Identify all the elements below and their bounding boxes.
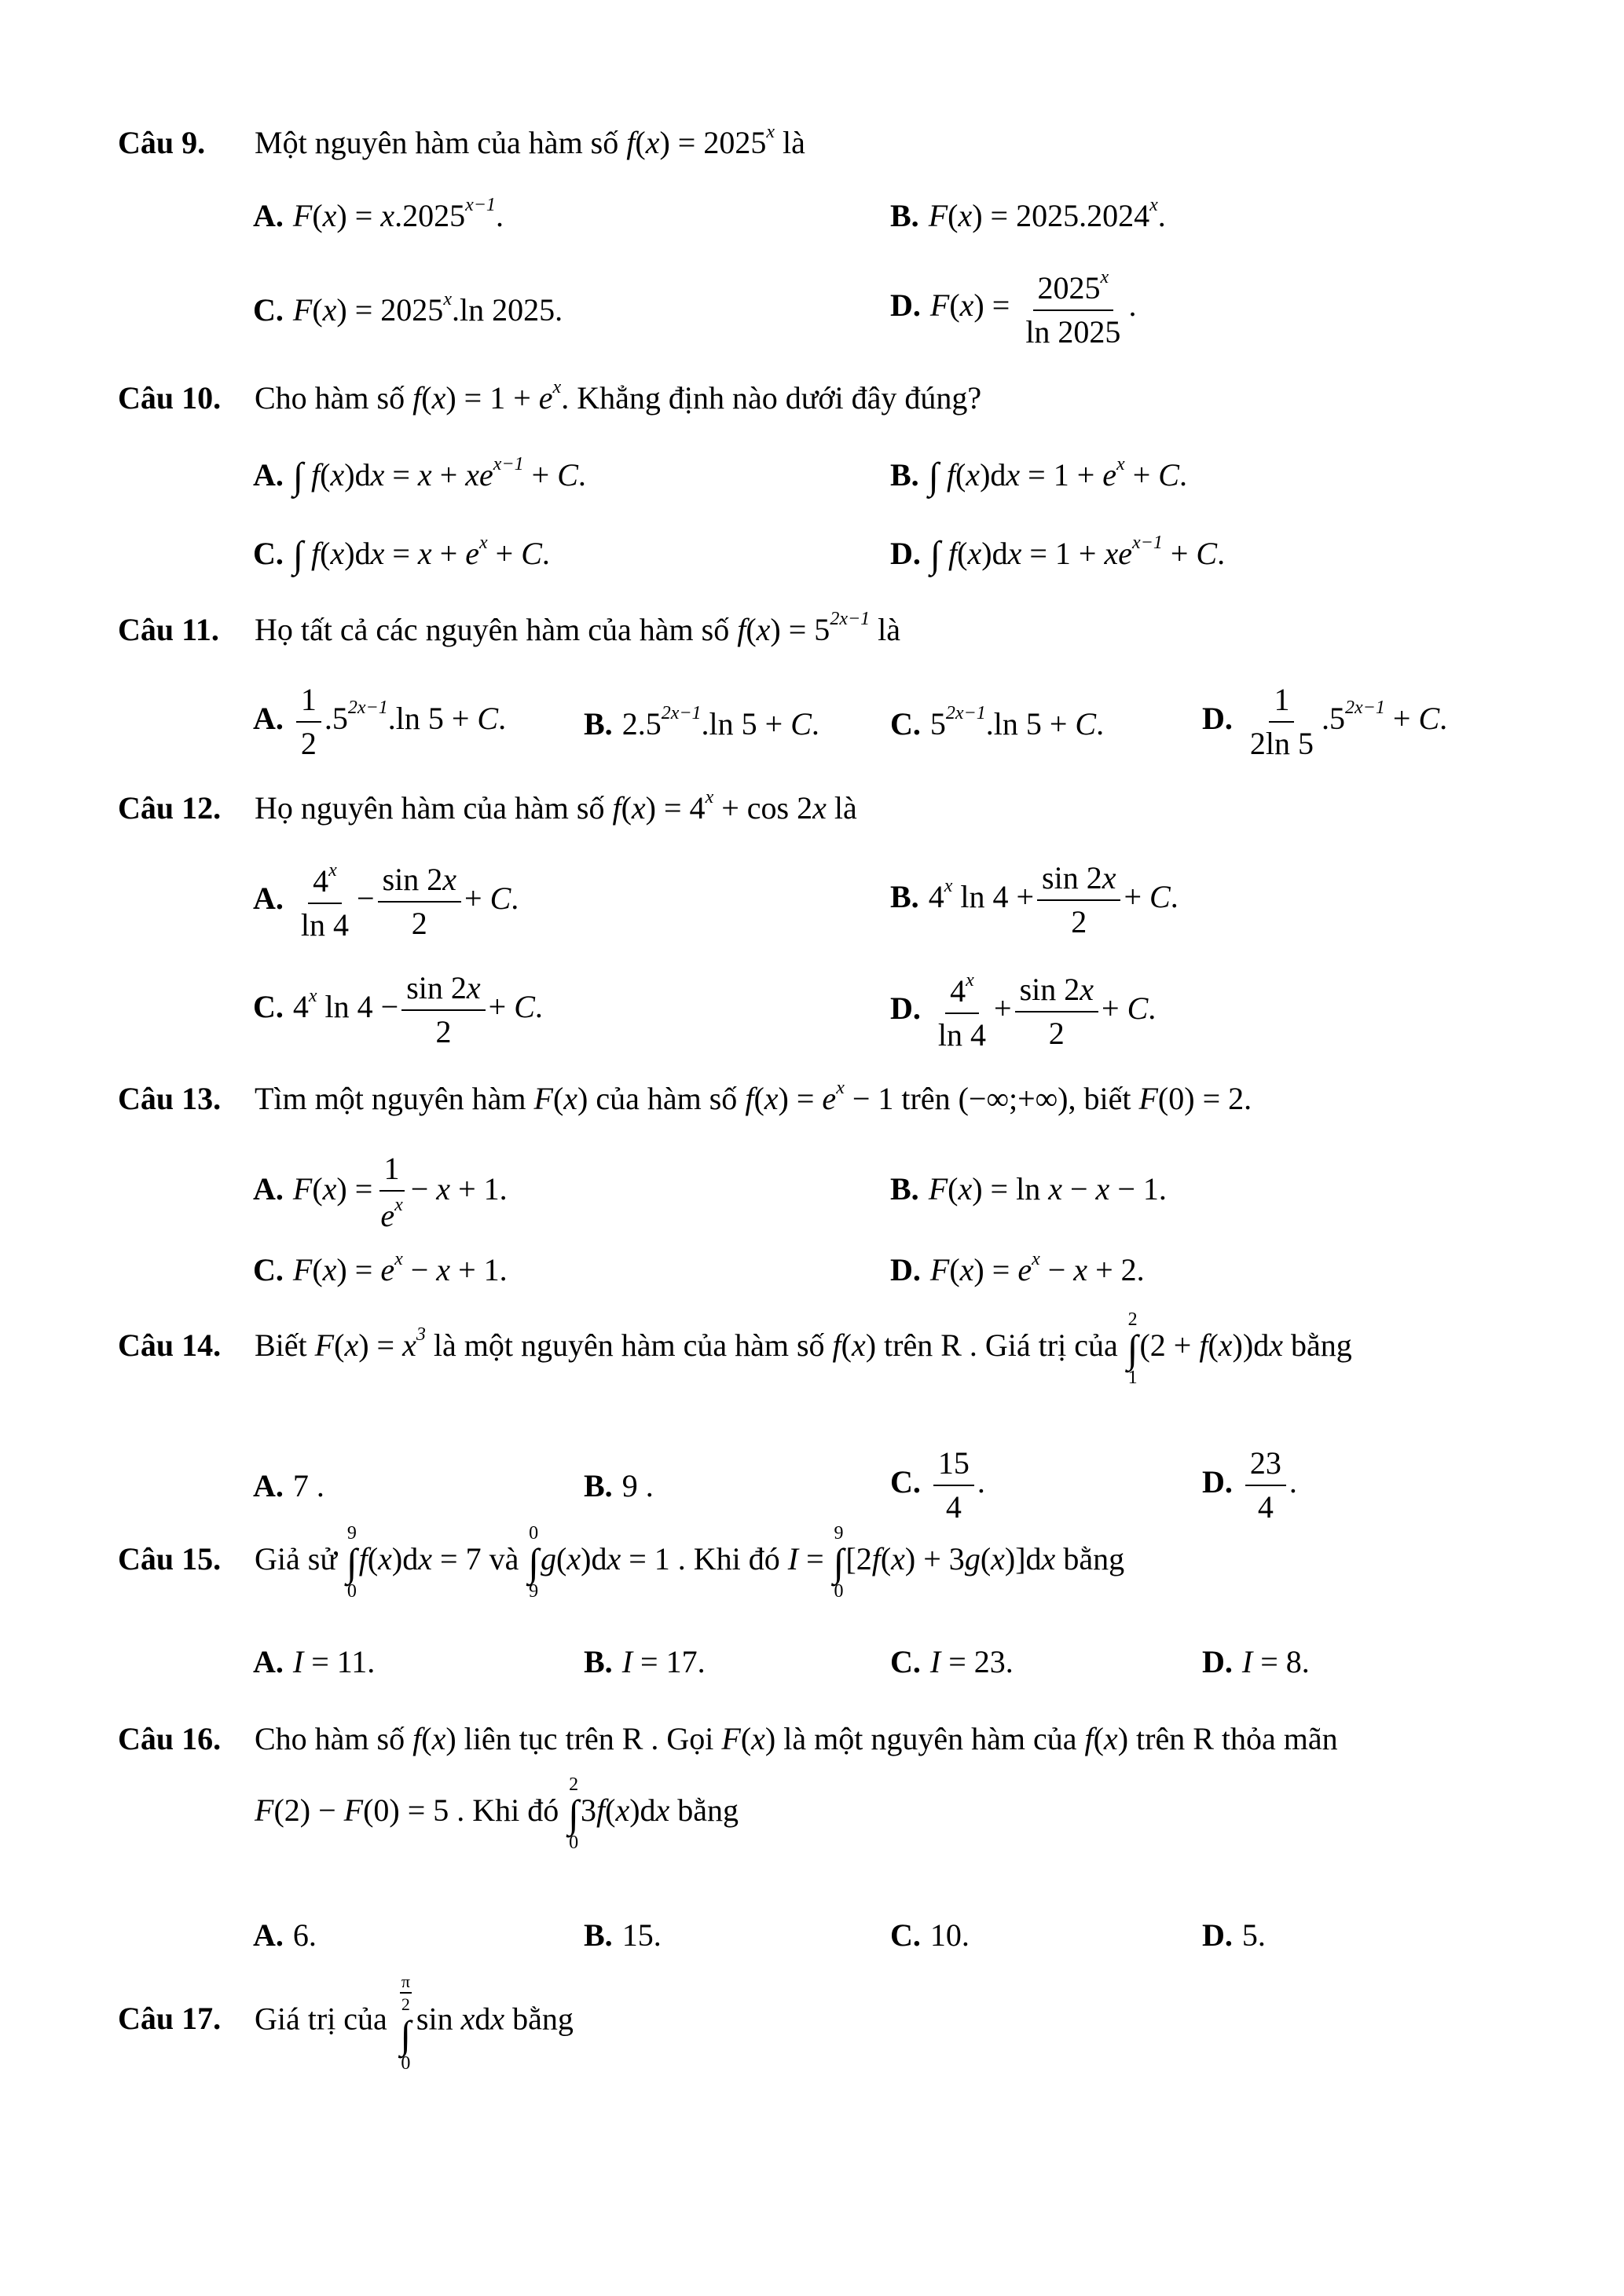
option-c[interactable]: C. $F(x) = e^x - x + 1$.	[253, 1249, 508, 1287]
option-d[interactable]: D. $\frac{1}{2\ln 5}$ $.5^{2x-1} + C$.	[1202, 682, 1448, 761]
option-c[interactable]: C. $F(x) = 2025^x.\ln$ 2025.	[253, 289, 563, 328]
option-d[interactable]: D. F(x) = $\frac{2025^x}{\ln 2025}$ .	[890, 267, 1137, 350]
question-17: Câu 17. Giá trị của $\frac{\pi}{2}$ ∫ 0 sin xdx bằng	[118, 1972, 574, 2074]
option-b[interactable]: B. $2.5^{2x-1}.\ln$ 5 + C.	[584, 703, 819, 742]
option-c[interactable]: C. ∫ $f(x)dx = x + e^x + C$.	[253, 533, 550, 576]
question-16: Câu 16. Cho hàm số f(x) liên tục trên R . Gọi F(x) là một nguyên hàm của f(x) trên R thỏa mãn	[118, 1721, 1338, 1756]
option-a[interactable]: A. ∫ $f(x)dx = x + xe^{x-1} + C$.	[253, 454, 586, 497]
option-c[interactable]: C. $\frac{15}{4}$ .	[890, 1445, 985, 1525]
option-c[interactable]: C. 10.	[890, 1917, 970, 1953]
option-d[interactable]: D. ∫ $f(x)dx = 1 + xe^{x-1} + C$.	[890, 533, 1226, 576]
option-d[interactable]: D. I = 8.	[1202, 1644, 1310, 1679]
option-c[interactable]: C. $5^{2x-1}.\ln$ 5 + C.	[890, 703, 1105, 742]
option-b[interactable]: B. 15.	[584, 1917, 662, 1953]
option-c[interactable]: C. 4$^x$ ln 4 − $\frac{\sin 2x}{2}$ + C.	[253, 970, 543, 1049]
option-a[interactable]: A. 6.	[253, 1917, 317, 1953]
question-12: Câu 12. Họ nguyên hàm của hàm số $f(x) = 4^x + \cos 2x$ là	[118, 787, 857, 826]
option-d[interactable]: D. $\frac{4^x}{\ln 4}$ + $\frac{\sin 2x}{2}$ + C.	[890, 970, 1157, 1053]
question-9	[118, 122, 1532, 161]
question-15: Câu 15. Giả sử 9 ∫ 0 f(x)dx = 7 và 0 ∫ 9 g(x)dx = 1 . Khi đó I = 9 ∫ 0 [2f(x) + 3g(x)]dx bằng	[118, 1523, 1125, 1602]
option-a[interactable]: A. I = 11.	[253, 1644, 376, 1679]
option-d[interactable]: D. 5.	[1202, 1917, 1266, 1953]
option-a[interactable]: A. $\frac{1}{2}$ $.5^{2x-1}.\ln$ 5 + C.	[253, 682, 507, 761]
option-a[interactable]: A. 7 .	[253, 1468, 324, 1503]
option-c[interactable]: C. I = 23.	[890, 1644, 1014, 1679]
option-a[interactable]: A. $\frac{4^x}{\ln 4}$ − $\frac{\sin 2x}{2}$ + C.	[253, 860, 519, 943]
option-d[interactable]: D. $\frac{23}{4}$ .	[1202, 1445, 1297, 1525]
question-10: Câu 10. Cho hàm số $f(x) = 1 + e^x$. Khẳng định nào dưới đây đúng?	[118, 377, 982, 416]
option-b[interactable]: B. I = 17.	[584, 1644, 706, 1679]
option-b[interactable]: B. ∫ $f(x)dx = 1 + e^x + C$.	[890, 454, 1187, 497]
question-text: Một nguyên hàm của hàm số $f(x) = 2025^x$ là	[255, 122, 805, 160]
option-a[interactable]: A. $F(x) = x.2025^{x-1}$.	[253, 195, 504, 233]
question-16-line2: F(2) − F(0) = 5 . Khi đó 2 ∫ 0 3f(x)dx bằng	[255, 1774, 739, 1853]
question-11: Câu 11. Họ tất cả các nguyên hàm của hàm số $f(x) = 5^{2x-1}$ là	[118, 609, 901, 647]
option-b[interactable]: B. F(x) = ln x − x − 1.	[890, 1171, 1167, 1207]
option-b[interactable]: B. 9 .	[584, 1468, 654, 1503]
question-14: Câu 14. Biết $F(x) = x^3$ là một nguyên hàm của hàm số f(x) trên R . Giá trị của 2 ∫ 1 (2 + f(x))dx bằng	[118, 1309, 1352, 1388]
option-b[interactable]: B. 4$^x$ ln 4 + $\frac{\sin 2x}{2}$ + C.	[890, 860, 1179, 939]
option-a[interactable]: A. F(x) = $\frac{1}{e^x}$ − x + 1.	[253, 1151, 508, 1233]
option-d[interactable]: D. $F(x) = e^x - x + 2$.	[890, 1249, 1145, 1287]
question-13: Câu 13. Tìm một nguyên hàm F(x) của hàm số $f(x) = e^x - 1$ trên (−∞;+∞), biết F(0) = 2.	[118, 1078, 1252, 1116]
question-number: Câu 9.	[118, 125, 206, 160]
option-b[interactable]: B. $F(x) = 2025.2024^x$.	[890, 195, 1166, 233]
